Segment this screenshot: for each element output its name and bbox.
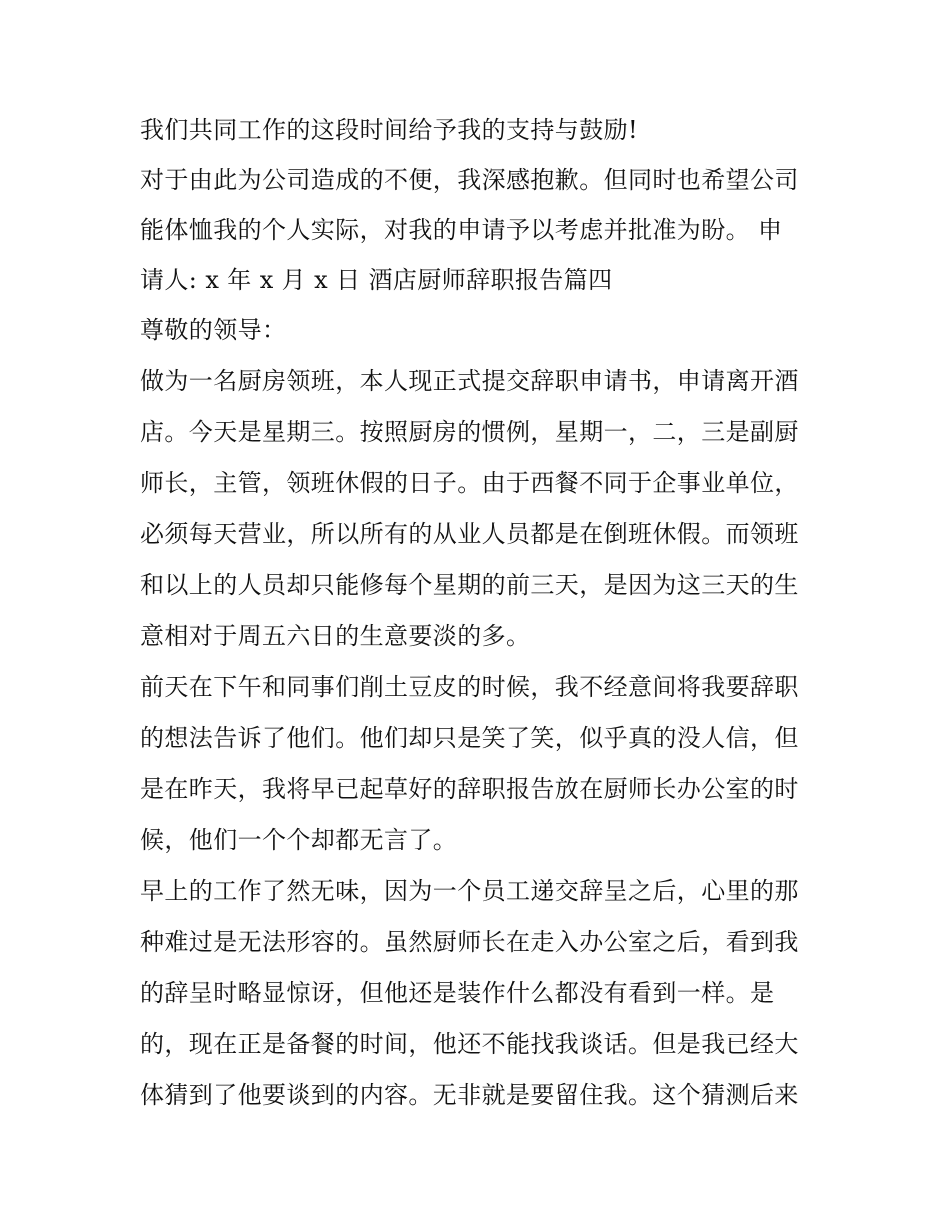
text-line: 是在昨天，我将早已起草好的辞职报告放在厨师长办公室的时 xyxy=(140,775,799,803)
text-line: 的想法告诉了他们。他们却只是笑了笑，似乎真的没人信，但 xyxy=(140,724,799,752)
text-line: 尊敬的领导： xyxy=(140,316,287,344)
text-line: 我们共同工作的这段时间给予我的支持与鼓励! xyxy=(140,116,639,144)
text-line: 店。今天是星期三。按照厨房的惯例，星期一，二，三是副厨 xyxy=(140,418,799,446)
text-line: 请人: x 年 x 月 x 日 酒店厨师辞职报告篇四 xyxy=(140,266,613,294)
text-line: 意相对于周五六日的生意要淡的多。 xyxy=(140,622,531,650)
text-line: 师长，主管，领班休假的日子。由于西餐不同于企事业单位， xyxy=(140,469,799,497)
text-line: 必须每天营业，所以所有的从业人员都是在倒班休假。而领班 xyxy=(140,520,799,548)
text-line: 种难过是无法形容的。虽然厨师长在走入办公室之后，看到我 xyxy=(140,928,799,956)
text-line: 体猜到了他要谈到的内容。无非就是要留住我。这个猜测后来 xyxy=(140,1081,799,1109)
text-line: 对于由此为公司造成的不便，我深感抱歉。但同时也希望公司 xyxy=(140,166,799,194)
text-line: 候，他们一个个却都无言了。 xyxy=(140,826,458,854)
text-line: 做为一名厨房领班，本人现正式提交辞职申请书，申请离开酒 xyxy=(140,367,799,395)
text-line: 前天在下午和同事们削土豆皮的时候，我不经意间将我要辞职 xyxy=(140,673,799,701)
text-line: 的，现在正是备餐的时间，他还不能找我谈话。但是我已经大 xyxy=(140,1030,799,1058)
text-line: 能体恤我的个人实际，对我的申请予以考虑并批准为盼。 申 xyxy=(140,216,783,244)
text-line: 和以上的人员却只能修每个星期的前三天，是因为这三天的生 xyxy=(140,571,799,599)
text-line: 早上的工作了然无味，因为一个员工递交辞呈之后，心里的那 xyxy=(140,877,799,905)
text-line: 的辞呈时略显惊讶，但他还是装作什么都没有看到一样。是 xyxy=(140,979,775,1007)
